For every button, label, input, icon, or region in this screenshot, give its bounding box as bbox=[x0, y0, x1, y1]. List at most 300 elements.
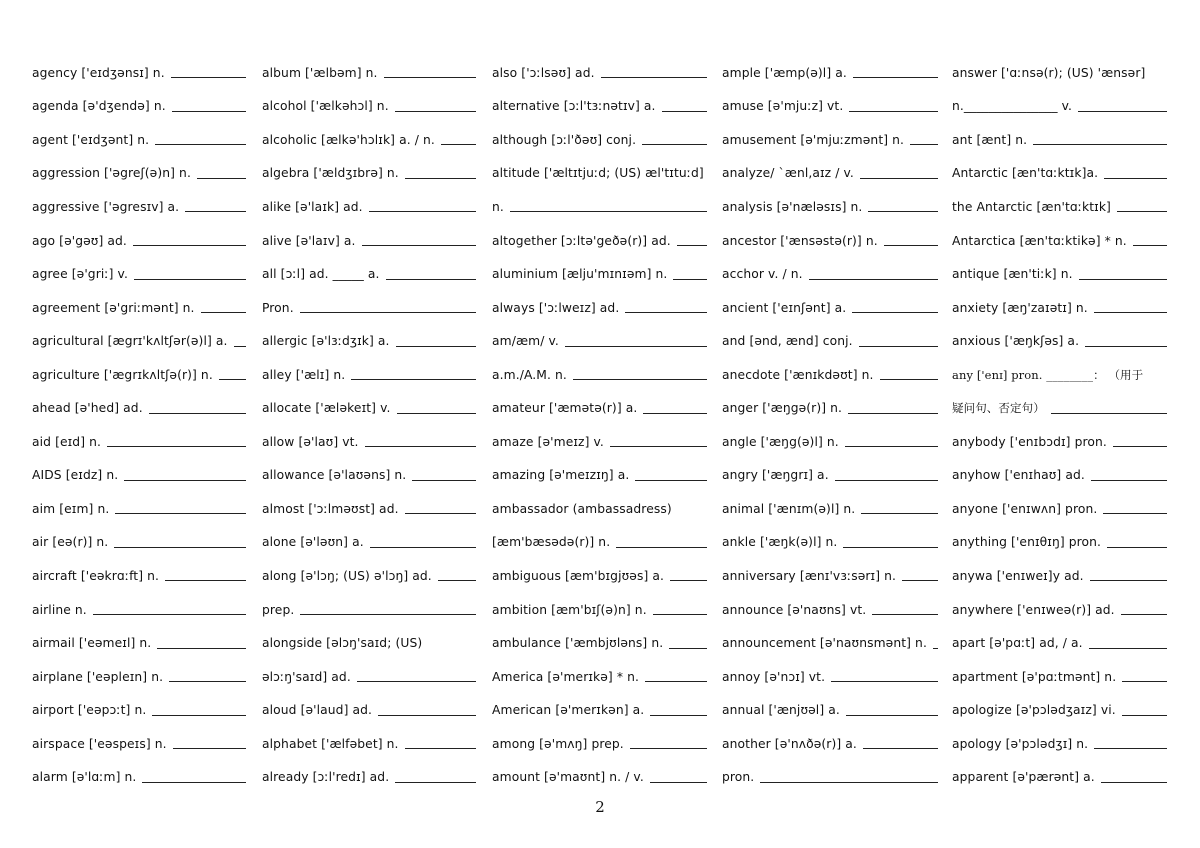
vocab-entry-text: ample ['æmp(ə)l] a. bbox=[722, 65, 847, 80]
vocab-entry-text: amateur ['æmətə(r)] a. bbox=[492, 401, 638, 416]
vocab-entry-row bbox=[722, 492, 938, 526]
vocab-entry-text: aggressive ['əgresɪv] a. bbox=[32, 199, 180, 214]
answer-blank-line[interactable] bbox=[1117, 210, 1167, 212]
answer-blank-line[interactable] bbox=[133, 244, 246, 246]
answer-blank-line[interactable] bbox=[610, 445, 707, 447]
vocab-entry-row bbox=[492, 291, 707, 325]
vocab-entry-row bbox=[32, 324, 246, 358]
vocab-entry-text: alternative [ɔːl'tɜːnətɪv] a. bbox=[492, 99, 656, 114]
answer-blank-line[interactable] bbox=[1107, 546, 1167, 548]
answer-blank-line[interactable] bbox=[1094, 311, 1167, 313]
vocab-entry-row bbox=[32, 727, 246, 761]
vocab-entry-text: another [ə'nʌðə(r)] a. bbox=[722, 736, 857, 751]
vocab-entry-text: aluminium [ælju'mɪnɪəm] n. bbox=[492, 267, 668, 282]
answer-blank-line[interactable] bbox=[362, 244, 476, 246]
answer-blank-line[interactable] bbox=[405, 177, 476, 179]
answer-blank-line[interactable] bbox=[861, 512, 938, 514]
answer-blank-line[interactable] bbox=[843, 546, 938, 548]
vocab-entry-row bbox=[722, 391, 938, 425]
answer-blank-line[interactable] bbox=[1078, 110, 1167, 112]
vocab-entry-text: announcement [ə'naʊnsmənt] n. bbox=[722, 636, 927, 651]
vocab-entry-text: aid [eɪd] n. bbox=[32, 434, 102, 449]
vocab-entry-row bbox=[262, 391, 476, 425]
answer-blank-line[interactable] bbox=[510, 210, 707, 212]
word-column-2 bbox=[262, 56, 476, 794]
answer-blank-line[interactable] bbox=[1079, 278, 1167, 280]
vocab-entry-row bbox=[32, 56, 246, 90]
vocab-entry-row bbox=[722, 693, 938, 727]
answer-blank-line[interactable] bbox=[300, 311, 476, 313]
vocab-entry-text: airline n. bbox=[32, 602, 87, 617]
vocab-entry-text: agree [ə'griː] v. bbox=[32, 267, 128, 282]
vocab-entry-row bbox=[32, 693, 246, 727]
answer-blank-line[interactable] bbox=[165, 579, 246, 581]
answer-blank-line[interactable] bbox=[635, 479, 707, 481]
answer-blank-line[interactable] bbox=[1122, 680, 1167, 682]
vocab-entry-text: agricultural [ægrɪ'kʌltʃər(ə)l] a. bbox=[32, 334, 228, 349]
vocab-entry-row bbox=[262, 727, 476, 761]
vocab-entry-row bbox=[722, 324, 938, 358]
answer-blank-line[interactable] bbox=[365, 445, 476, 447]
vocab-entry-row bbox=[952, 492, 1167, 526]
vocab-entry-row bbox=[32, 760, 246, 794]
vocab-entry-row bbox=[722, 660, 938, 694]
word-column-4 bbox=[722, 56, 938, 794]
vocab-entry-text: already [ɔːl'redɪ] ad. bbox=[262, 770, 390, 785]
vocab-entry-row bbox=[32, 391, 246, 425]
vocab-entry-row bbox=[722, 257, 938, 291]
vocab-entry-row bbox=[492, 190, 707, 224]
vocab-entry-row bbox=[952, 559, 1167, 593]
vocab-entry-text: amount [ə'maʊnt] n. / v. bbox=[492, 770, 644, 785]
answer-blank-line[interactable] bbox=[1091, 479, 1167, 481]
answer-blank-line[interactable] bbox=[645, 680, 707, 682]
answer-blank-line[interactable] bbox=[395, 110, 476, 112]
answer-blank-line[interactable] bbox=[573, 378, 707, 380]
answer-blank-line[interactable] bbox=[1085, 345, 1167, 347]
vocab-entry-row bbox=[492, 157, 707, 191]
vocab-entry-text: the Antarctic [æn'tɑːktɪk] bbox=[952, 199, 1111, 214]
vocab-entry-text: AIDS [eɪdz] n. bbox=[32, 468, 119, 483]
vocab-entry-row bbox=[262, 760, 476, 794]
vocab-entry-text: alongside [əlɔŋ'saɪd; (US) bbox=[262, 636, 423, 651]
vocab-entry-text: annoy [ə'nɔɪ] vt. bbox=[722, 669, 826, 684]
vocab-entry-text: Pron. bbox=[262, 300, 294, 315]
vocab-entry-text: anxious ['æŋkʃəs] a. bbox=[952, 334, 1080, 349]
answer-blank-line[interactable] bbox=[157, 647, 246, 649]
vocab-entry-row bbox=[952, 324, 1167, 358]
vocab-entry-row bbox=[32, 257, 246, 291]
vocab-entry-row bbox=[492, 257, 707, 291]
vocab-entry-row bbox=[492, 660, 707, 694]
vocab-entry-row bbox=[722, 727, 938, 761]
vocab-entry-row bbox=[722, 425, 938, 459]
vocab-entry-text: ant [ænt] n. bbox=[952, 132, 1028, 147]
vocab-entry-row bbox=[262, 559, 476, 593]
vocab-entry-text: anywhere ['enɪweə(r)] ad. bbox=[952, 602, 1115, 617]
vocab-entry-row bbox=[262, 526, 476, 560]
vocab-entry-row bbox=[952, 358, 1167, 392]
vocab-entry-text: anyone ['enɪwʌn] pron. bbox=[952, 501, 1098, 516]
vocab-entry-text: [æm'bæsədə(r)] n. bbox=[492, 535, 611, 550]
vocab-entry-row bbox=[492, 358, 707, 392]
vocab-entry-row bbox=[32, 190, 246, 224]
vocab-entry-row bbox=[32, 660, 246, 694]
vocab-entry-row bbox=[952, 157, 1167, 191]
vocab-entry-text: 疑问句、否定句） bbox=[952, 401, 1045, 416]
vocab-entry-text: alone [ə'ləʊn] a. bbox=[262, 535, 364, 550]
answer-blank-line[interactable] bbox=[650, 714, 707, 716]
answer-blank-line[interactable] bbox=[201, 311, 246, 313]
vocab-entry-row bbox=[952, 760, 1167, 794]
vocab-entry-text: airmail ['eəmeɪl] n. bbox=[32, 636, 152, 651]
vocab-entry-row bbox=[262, 157, 476, 191]
vocab-entry-text: animal ['ænɪm(ə)l] n. bbox=[722, 501, 856, 516]
answer-blank-line[interactable] bbox=[1089, 647, 1167, 649]
vocab-entry-text: alike [ə'laɪk] ad. bbox=[262, 199, 363, 214]
vocab-entry-row bbox=[262, 492, 476, 526]
vocab-entry-row bbox=[722, 90, 938, 124]
vocab-entry-row bbox=[32, 526, 246, 560]
answer-blank-line[interactable] bbox=[173, 747, 246, 749]
answer-blank-line[interactable] bbox=[601, 76, 707, 78]
answer-blank-line[interactable] bbox=[835, 479, 938, 481]
answer-blank-line[interactable] bbox=[872, 613, 938, 615]
vocab-entry-row bbox=[952, 90, 1167, 124]
answer-blank-line[interactable] bbox=[1113, 445, 1167, 447]
vocab-entry-row bbox=[32, 224, 246, 258]
answer-blank-line[interactable] bbox=[880, 378, 938, 380]
vocab-entry-text: announce [ə'naʊns] vt. bbox=[722, 602, 867, 617]
vocab-entry-row bbox=[952, 526, 1167, 560]
vocab-entry-row bbox=[952, 425, 1167, 459]
vocab-entry-text: annual ['ænjʊəl] a. bbox=[722, 703, 840, 718]
answer-blank-line[interactable] bbox=[115, 512, 246, 514]
vocab-entry-text: answer ['ɑːnsə(r); (US) 'ænsər] bbox=[952, 65, 1146, 80]
vocab-entry-row bbox=[492, 459, 707, 493]
answer-blank-line[interactable] bbox=[234, 345, 246, 347]
answer-blank-line[interactable] bbox=[625, 311, 707, 313]
vocab-entry-row bbox=[952, 224, 1167, 258]
vocab-entry-row bbox=[262, 257, 476, 291]
answer-blank-line[interactable] bbox=[1103, 512, 1167, 514]
vocab-entry-row bbox=[32, 593, 246, 627]
vocab-entry-text: anybody ['enɪbɔdɪ] pron. bbox=[952, 434, 1107, 449]
vocab-entry-row bbox=[262, 593, 476, 627]
vocab-entry-row bbox=[262, 660, 476, 694]
answer-blank-line[interactable] bbox=[662, 110, 707, 112]
vocab-entry-text: antique [æn'tiːk] n. bbox=[952, 267, 1073, 282]
vocab-entry-row bbox=[492, 526, 707, 560]
answer-blank-line[interactable] bbox=[386, 278, 476, 280]
answer-blank-line[interactable] bbox=[853, 76, 938, 78]
vocab-entry-row bbox=[262, 425, 476, 459]
vocab-entry-row bbox=[952, 626, 1167, 660]
answer-blank-line[interactable] bbox=[142, 781, 246, 783]
vocab-entry-text: Antarctic [æn'tɑːktɪk]a. bbox=[952, 166, 1099, 181]
vocab-entry-row bbox=[952, 693, 1167, 727]
vocab-entry-text: ambulance ['æmbjʊləns] n. bbox=[492, 636, 664, 651]
answer-blank-line[interactable] bbox=[114, 546, 246, 548]
vocab-entry-text: allow [ə'laʊ] vt. bbox=[262, 434, 359, 449]
vocab-entry-text: prep. bbox=[262, 602, 295, 617]
answer-blank-line[interactable] bbox=[169, 680, 246, 682]
vocab-entry-text: almost ['ɔːlməʊst] ad. bbox=[262, 501, 399, 516]
answer-blank-line[interactable] bbox=[849, 110, 938, 112]
vocab-entry-text: American [ə'merɪkən] a. bbox=[492, 703, 645, 718]
answer-blank-line[interactable] bbox=[565, 345, 707, 347]
answer-blank-line[interactable] bbox=[902, 579, 938, 581]
vocab-entry-row bbox=[262, 693, 476, 727]
answer-blank-line[interactable] bbox=[760, 781, 938, 783]
vocab-entry-text: anyhow ['enɪhaʊ] ad. bbox=[952, 468, 1085, 483]
vocab-entry-text: amazing [ə'meɪzɪŋ] a. bbox=[492, 468, 630, 483]
vocab-entry-text: anything ['enɪθɪŋ] pron. bbox=[952, 535, 1102, 550]
answer-blank-line[interactable] bbox=[809, 278, 938, 280]
vocab-entry-text: aloud [ə'laud] ad. bbox=[262, 703, 373, 718]
vocab-entry-row bbox=[722, 593, 938, 627]
vocab-entry-text: agriculture ['ægrɪkʌltʃə(r)] n. bbox=[32, 367, 213, 382]
answer-blank-line[interactable] bbox=[171, 76, 246, 78]
answer-blank-line[interactable] bbox=[860, 177, 938, 179]
vocab-entry-text: ankle ['æŋk(ə)l] n. bbox=[722, 535, 838, 550]
answer-blank-line[interactable] bbox=[642, 143, 707, 145]
answer-blank-line[interactable] bbox=[396, 345, 476, 347]
answer-blank-line[interactable] bbox=[650, 781, 707, 783]
vocab-entry-text: algebra ['ældʒɪbrə] n. bbox=[262, 166, 399, 181]
vocab-entry-text: am/æm/ v. bbox=[492, 334, 559, 349]
vocab-entry-text: always ['ɔːlweɪz] ad. bbox=[492, 300, 620, 315]
vocab-entry-text: anxiety [æŋ'zaɪətɪ] n. bbox=[952, 300, 1088, 315]
vocab-entry-text: ancient ['eɪnʃənt] a. bbox=[722, 300, 847, 315]
answer-blank-line[interactable] bbox=[412, 479, 476, 481]
vocab-entry-row bbox=[492, 324, 707, 358]
answer-blank-line[interactable] bbox=[1101, 781, 1167, 783]
vocab-entry-text: a.m./A.M. n. bbox=[492, 367, 567, 382]
vocab-entry-row bbox=[32, 559, 246, 593]
vocab-entry-text: agenda [ə'dʒendə] n. bbox=[32, 99, 166, 114]
answer-blank-line[interactable] bbox=[219, 378, 246, 380]
vocab-entry-text: angle ['æŋg(ə)l] n. bbox=[722, 434, 839, 449]
vocab-entry-row bbox=[952, 459, 1167, 493]
vocab-entry-text: ahead [ə'hed] ad. bbox=[32, 401, 143, 416]
vocab-entry-row bbox=[952, 190, 1167, 224]
vocab-entry-row bbox=[952, 123, 1167, 157]
vocab-entry-text: agent ['eɪdʒənt] n. bbox=[32, 132, 150, 147]
vocab-entry-row bbox=[492, 727, 707, 761]
vocab-entry-row bbox=[722, 224, 938, 258]
answer-blank-line[interactable] bbox=[300, 613, 476, 615]
answer-blank-line[interactable] bbox=[859, 345, 938, 347]
vocab-entry-text: alcohol ['ælkəhɔl] n. bbox=[262, 99, 389, 114]
vocab-entry-text: ancestor ['ænsəstə(r)] n. bbox=[722, 233, 878, 248]
vocab-entry-text: airspace ['eəspeɪs] n. bbox=[32, 736, 167, 751]
vocab-entry-row bbox=[722, 190, 938, 224]
vocab-entry-row bbox=[722, 123, 938, 157]
vocab-entry-text: allocate ['æləkeɪt] v. bbox=[262, 401, 391, 416]
vocab-entry-row bbox=[262, 626, 476, 660]
vocab-entry-row bbox=[722, 559, 938, 593]
answer-blank-line[interactable] bbox=[933, 647, 938, 649]
vocab-entry-text: amusement [ə'mjuːzmənt] n. bbox=[722, 132, 905, 147]
answer-blank-line[interactable] bbox=[185, 210, 246, 212]
answer-blank-line[interactable] bbox=[1104, 177, 1167, 179]
vocab-entry-text: amaze [ə'meɪz] v. bbox=[492, 434, 604, 449]
answer-blank-line[interactable] bbox=[405, 512, 476, 514]
word-column-1 bbox=[32, 56, 246, 794]
vocab-entry-text: anecdote ['ænɪkdəʊt] n. bbox=[722, 367, 874, 382]
answer-blank-line[interactable] bbox=[677, 244, 707, 246]
answer-blank-line[interactable] bbox=[868, 210, 938, 212]
vocab-entry-text: apology [ə'pɔlədʒɪ] n. bbox=[952, 736, 1089, 751]
answer-blank-line[interactable] bbox=[397, 412, 477, 414]
answer-blank-line[interactable] bbox=[653, 613, 707, 615]
vocab-entry-text: ambition [æm'bɪʃ(ə)n] n. bbox=[492, 602, 647, 617]
word-column-3 bbox=[492, 56, 707, 794]
vocab-entry-text: aggression ['əgreʃ(ə)n] n. bbox=[32, 166, 191, 181]
answer-blank-line[interactable] bbox=[863, 747, 938, 749]
answer-blank-line[interactable] bbox=[155, 143, 246, 145]
answer-blank-line[interactable] bbox=[441, 143, 476, 145]
vocab-entry-row bbox=[952, 727, 1167, 761]
vocab-entry-text: also ['ɔːlsəʊ] ad. bbox=[492, 65, 595, 80]
answer-blank-line[interactable] bbox=[845, 445, 938, 447]
vocab-entry-row bbox=[262, 123, 476, 157]
vocab-entry-row bbox=[722, 358, 938, 392]
vocab-entry-text: ambassador (ambassadress) bbox=[492, 501, 672, 516]
vocab-entry-row bbox=[262, 324, 476, 358]
vocab-entry-row bbox=[722, 157, 938, 191]
vocab-entry-row bbox=[262, 358, 476, 392]
answer-blank-line[interactable] bbox=[357, 680, 476, 682]
answer-blank-line[interactable] bbox=[670, 579, 707, 581]
answer-blank-line[interactable] bbox=[405, 747, 476, 749]
answer-blank-line[interactable] bbox=[669, 647, 707, 649]
answer-blank-line[interactable] bbox=[197, 177, 246, 179]
answer-blank-line[interactable] bbox=[149, 412, 246, 414]
vocab-entry-text: anger ['æŋgə(r)] n. bbox=[722, 401, 843, 416]
answer-blank-line[interactable] bbox=[378, 714, 476, 716]
vocab-entry-text: n. bbox=[492, 199, 504, 214]
answer-blank-line[interactable] bbox=[172, 110, 246, 112]
vocab-entry-text: acchor v. / n. bbox=[722, 267, 803, 282]
answer-blank-line[interactable] bbox=[1051, 412, 1167, 414]
vocab-entry-row bbox=[492, 123, 707, 157]
answer-blank-line[interactable] bbox=[673, 278, 707, 280]
vocab-entry-row bbox=[262, 90, 476, 124]
vocab-entry-text: altogether [ɔːltə'geðə(r)] ad. bbox=[492, 233, 671, 248]
vocab-entry-row bbox=[952, 660, 1167, 694]
vocab-entry-row bbox=[722, 56, 938, 90]
vocab-entry-text: analysis [ə'næləsɪs] n. bbox=[722, 199, 863, 214]
vocab-entry-text: among [ə'mʌŋ] prep. bbox=[492, 736, 624, 751]
vocab-entry-text: analyze/ `ænl,aɪz / v. bbox=[722, 166, 854, 181]
vocab-entry-row bbox=[492, 760, 707, 794]
vocab-entry-row bbox=[262, 224, 476, 258]
vocab-entry-row bbox=[32, 425, 246, 459]
vocab-entry-text: aim [eɪm] n. bbox=[32, 501, 110, 516]
answer-blank-line[interactable] bbox=[384, 76, 476, 78]
vocab-entry-row bbox=[32, 291, 246, 325]
answer-blank-line[interactable] bbox=[848, 412, 938, 414]
vocab-entry-row bbox=[492, 90, 707, 124]
vocab-entry-text: ambiguous [æm'bɪgjʊəs] a. bbox=[492, 568, 665, 583]
answer-blank-line[interactable] bbox=[1033, 143, 1167, 145]
vocab-entry-row bbox=[492, 425, 707, 459]
answer-blank-line[interactable] bbox=[1090, 579, 1167, 581]
answer-blank-line[interactable] bbox=[370, 546, 476, 548]
answer-blank-line[interactable] bbox=[643, 412, 707, 414]
vocab-entry-text: angry ['æŋgrɪ] a. bbox=[722, 468, 829, 483]
vocab-entry-row bbox=[492, 492, 707, 526]
vocab-entry-row bbox=[492, 224, 707, 258]
vocab-entry-row bbox=[32, 459, 246, 493]
vocab-entry-row bbox=[952, 291, 1167, 325]
answer-blank-line[interactable] bbox=[438, 579, 476, 581]
answer-blank-line[interactable] bbox=[1133, 244, 1167, 246]
answer-blank-line[interactable] bbox=[1121, 613, 1167, 615]
vocab-entry-text: agreement [ə'griːmənt] n. bbox=[32, 300, 195, 315]
vocab-entry-row bbox=[492, 693, 707, 727]
answer-blank-line[interactable] bbox=[395, 781, 476, 783]
answer-blank-line[interactable] bbox=[124, 479, 246, 481]
vocab-entry-text: anniversary [ænɪ'vɜːsərɪ] n. bbox=[722, 568, 897, 583]
answer-blank-line[interactable] bbox=[884, 244, 938, 246]
answer-blank-line[interactable] bbox=[831, 680, 938, 682]
answer-blank-line[interactable] bbox=[910, 143, 938, 145]
vocab-entry-text: airplane ['eəpleɪn] n. bbox=[32, 669, 164, 684]
answer-blank-line[interactable] bbox=[630, 747, 707, 749]
vocab-entry-text: əlɔːŋ'saɪd] ad. bbox=[262, 669, 351, 684]
answer-blank-line[interactable] bbox=[1094, 747, 1167, 749]
vocab-entry-row bbox=[492, 559, 707, 593]
answer-blank-line[interactable] bbox=[93, 613, 246, 615]
answer-blank-line[interactable] bbox=[351, 378, 476, 380]
answer-blank-line[interactable] bbox=[134, 278, 246, 280]
vocab-entry-row bbox=[722, 291, 938, 325]
vocab-entry-text: apparent [ə'pærənt] a. bbox=[952, 770, 1095, 785]
vocab-entry-text: alarm [ə'lɑːm] n. bbox=[32, 770, 137, 785]
vocab-entry-text: agency ['eɪdʒənsɪ] n. bbox=[32, 65, 165, 80]
vocab-entry-row bbox=[32, 123, 246, 157]
answer-blank-line[interactable] bbox=[152, 714, 246, 716]
word-column-5 bbox=[952, 56, 1167, 794]
vocab-entry-row bbox=[722, 760, 938, 794]
answer-blank-line[interactable] bbox=[852, 311, 938, 313]
vocab-entry-text: album ['ælbəm] n. bbox=[262, 65, 378, 80]
answer-blank-line[interactable] bbox=[369, 210, 476, 212]
answer-blank-line[interactable] bbox=[107, 445, 246, 447]
vocab-entry-row bbox=[32, 626, 246, 660]
vocab-entry-row bbox=[722, 626, 938, 660]
vocab-entry-text: any ['enɪ] pron. ________： （用于 bbox=[952, 367, 1144, 382]
vocab-entry-text: alphabet ['ælfəbet] n. bbox=[262, 736, 399, 751]
vocab-entry-text: air [eə(r)] n. bbox=[32, 535, 109, 550]
vocab-entry-text: apartment [ə'pɑːtmənt] n. bbox=[952, 669, 1117, 684]
answer-blank-line[interactable] bbox=[1122, 714, 1167, 716]
vocab-entry-text: alive [ə'laɪv] a. bbox=[262, 233, 356, 248]
page-number: 2 bbox=[595, 798, 605, 816]
vocab-entry-text: airport ['eəpɔːt] n. bbox=[32, 703, 147, 718]
vocab-entry-row bbox=[32, 90, 246, 124]
answer-blank-line[interactable] bbox=[846, 714, 938, 716]
vocab-entry-row bbox=[952, 257, 1167, 291]
vocab-entry-text: all [ɔːl] ad. _____ a. bbox=[262, 267, 380, 282]
answer-blank-line[interactable] bbox=[616, 546, 707, 548]
vocab-entry-row bbox=[32, 492, 246, 526]
vocab-entry-text: allergic [ə'lɜːdʒɪk] a. bbox=[262, 334, 390, 349]
vocab-entry-row bbox=[32, 157, 246, 191]
